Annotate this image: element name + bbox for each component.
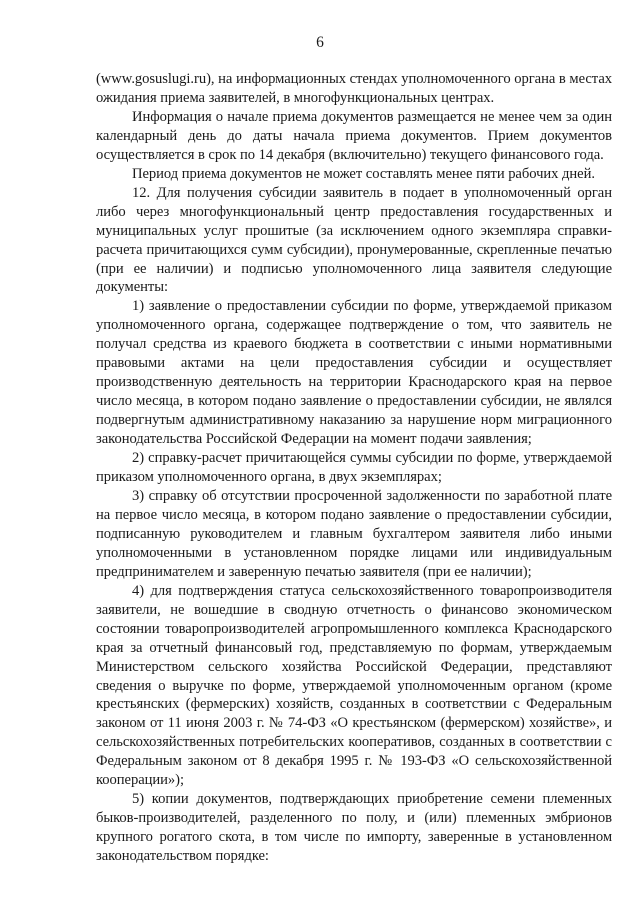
list-item-1: 1) заявление о предоставлении субсидии по форме, утверждаемой приказом уполномоченного органа, содержащее подтверждение о том, что заявитель не получал средства из краевого бюджета в соответствии с иными нормативными правовыми актами на цели предоставления субсидии и осуществляет производственную деятельность на территории Краснодарского края на первое число месяца, в котором подано заявление о предоставлении субсидии, не являлся подвергнутым административному наказанию за нарушение норм миграционного законодательства Российской Федерации на момент подачи заявления; [96, 298, 612, 448]
list-item-4: 4) для подтверждения статуса сельскохозяйственного товаропроизводителя заявители, не вошедшие в сводную отчетность о финансово экономическом состоянии товаропроизводителей агропромышленного комплекса Краснодарского края за отчетный финансовый год, представляемую по формам, утверждаемым Министерством сельского хозяйства Российской Федерации, представляют сведения о выручке по форме, утверждаемой уполномоченным органом (кроме крестьянских (фермерских) хозяйств, созданных в соответствии с Федеральным законом от 11 июня 2003 г. № 74-ФЗ «О крестьянском (фермерском) хозяйстве», и сельскохозяйственных потребительских кооперативов, созданных в соответствии с Федеральным законом от 8 декабря 1995 г. № 193-ФЗ «О сельскохозяйственной кооперации»); [96, 582, 612, 789]
document-body [96, 70, 612, 866]
paragraph-continuation: (www.gosuslugi.ru), на информационных стендах уполномоченного органа в местах ожидания приема заявителей, в многофункциональных центрах. [96, 71, 612, 106]
list-item-3: 3) справку об отсутствии просроченной задолженности по заработной плате на первое число месяца, в котором подано заявление о предоставлении субсидии, подписанную руководителем и главным бухгалтером заявителя либо иными уполномоченными в установленном порядке лицами или индивидуальным предпринимателем и заверенную печатью заявителя (при ее наличии); [96, 487, 612, 580]
paragraph-item-12: 12. Для получения субсидии заявитель в подает в уполномоченный орган либо через многофункциональный центр предоставления государственных и муниципальных услуг прошитые (за исключением одного экземпляра справки-расчета причитающихся сумм субсидии), пронумерованные, скрепленные печатью (при ее наличии) и подписью уполномоченного лица заявителя следующие документы: [96, 184, 612, 296]
paragraph-info-start: Информация о начале приема документов размещается не менее чем за один календарный день до даты начала приема документов. Прием документов осуществляется в срок по 14 декабря (включительно) текущего финансового года. [96, 108, 612, 163]
page-number: 6 [316, 34, 324, 51]
list-item-2: 2) справку-расчет причитающейся суммы субсидии по форме, утверждаемой приказом уполномоченного органа, в двух экземплярах; [96, 450, 612, 486]
paragraph-period: Период приема документов не может составлять менее пяти рабочих дней. [132, 165, 595, 182]
list-item-5: 5) копии документов, подтверждающих приобретение семени племенных быков-производителей, разделенного по полу, и (или) племенных эмбрионов крупного рогатого скота, в том числе по импорту, заверенные в установленном законодательством порядке: [96, 791, 612, 865]
